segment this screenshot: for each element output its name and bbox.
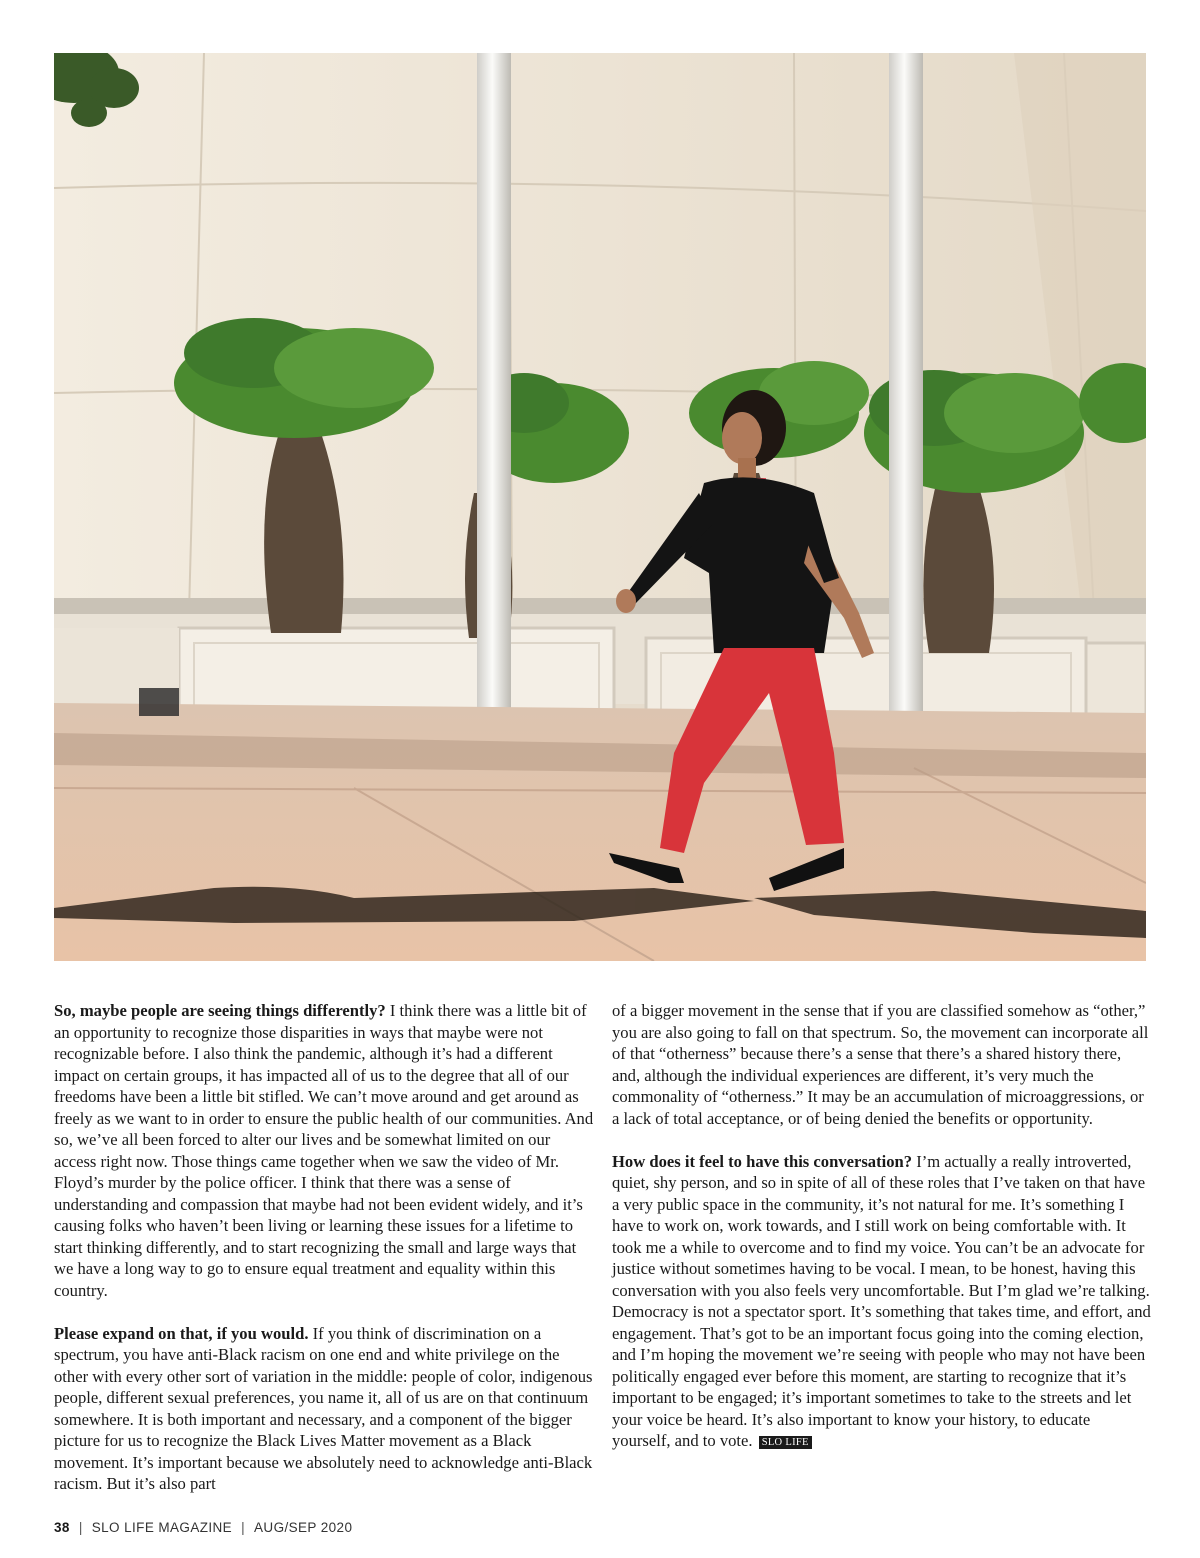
feature-photo (54, 53, 1146, 961)
interview-answer: of a bigger movement in the sense that if you are classified somehow as “other,” you are also going to fall on that spectrum. So, the movement can incorporate all of that “otherness” because there’s a sense that there’s a shared history there, and, although the individual experiences are different, it’s very much the commonality of “otherness.” It may be an accumulation of microaggressions, or a lack of total acceptance, or of being denied the benefits or opportunity. (612, 1001, 1149, 1128)
article-column-left (54, 1000, 594, 1516)
magazine-name: SLO LIFE MAGAZINE (91, 1520, 233, 1535)
end-mark-logo: SLO LIFE (759, 1436, 812, 1449)
interview-answer: If you think of discrimination on a spectrum, you have anti-Black racism on one end and white privilege on the other with every other sort of variation in the middle: people of color, indigenous people, different sexual preferences, you name it, all of us are on that continuum somewhere. It is both important and necessary, and a component of the bigger picture for us to recognize the Black Lives Matter movement as a Black movement. It’s important because we absolutely need to acknowledge anti-Black racism. But it’s also part (54, 1323, 593, 1493)
page-footer (54, 1520, 352, 1535)
footer-separator: | (241, 1520, 246, 1535)
interview-answer: I’m actually a really introverted, quiet, shy person, and so in spite of all of these roles that I’ve taken on that have a very public space in the community, it’s not natural for me. It’s something I have to work on, work towards, and I still work on being comfortable with. It took me a while to overcome and to find my voice. You can’t be an advocate for justice without sometimes having to be vocal. I mean, to be honest, having this conversation with you also feels very uncomfortable. But I’m glad we’re talking. Democracy is not a spectator sport. It’s something that takes time, and effort, and engagement. That’s got to be an important focus going into the coming election, and I’m hoping the movement we’re seeing with people who may not have been politically engaged ever before this moment, are starting to recognize that it’s important to be engaged; it’s important sometimes to take to the streets and let your voice be heard. It’s also important to know your history, to educate yourself, and to vote. (612, 1151, 1151, 1450)
qa-paragraph (612, 1151, 1152, 1452)
photo-woman-walking-by-palms (54, 53, 1146, 961)
footer-separator: | (78, 1520, 83, 1535)
interview-answer: I think there was a little bit of an opportunity to recognize those disparities in ways that maybe were not recognizable before. I also think the pandemic, although it’s had a different impact on certain groups, it has impacted all of us to the degree that all of our freedoms have been a little bit stifled. We can’t move around and get around as freely as we want to in order to ensure the public health of our communities. And so, we’ve all been forced to alter our lives and be somewhat limited on our access right now. Those things came together when we saw the video of Mr. Floyd’s murder by the police officer. I think that there was a sense of understanding and compassion that maybe had not been evident widely, and it’s causing folks who haven’t been living or learning these issues for a lifetime to start thinking differently, and to start recognizing the small and large ways that we have a long way to go to ensure equal treatment and equality within this country. (54, 1001, 594, 1300)
page-number: 38 (54, 1520, 70, 1535)
interview-question: So, maybe people are seeing things differently? (54, 1001, 386, 1020)
interview-question: How does it feel to have this conversation? (612, 1151, 913, 1171)
qa-paragraph (54, 1323, 594, 1495)
issue-date: AUG/SEP 2020 (254, 1520, 353, 1535)
article-column-right (612, 1000, 1152, 1473)
qa-paragraph (612, 1000, 1152, 1129)
interview-question: Please expand on that, if you would. (54, 1323, 309, 1343)
qa-paragraph (54, 1000, 594, 1301)
